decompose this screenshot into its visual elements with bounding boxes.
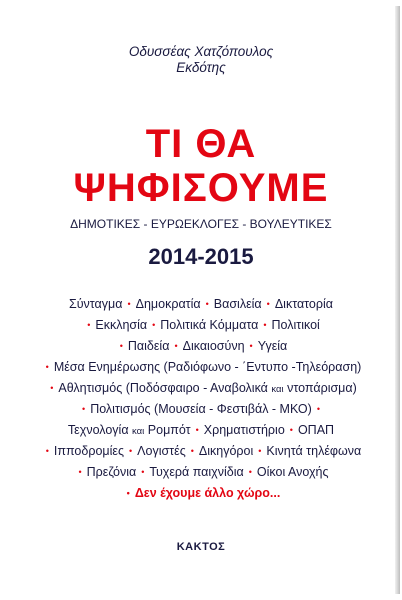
bullet-separator: •	[263, 320, 267, 330]
bullet-separator: •	[190, 446, 194, 456]
topic: Τυχερά παιχνίδια	[149, 465, 244, 479]
topic: Πολιτισμός (Μουσεία - Φεστιβάλ - ΜΚΟ)	[90, 402, 312, 416]
topic: Μέσα Ενημέρωσης (Ραδιόφωνο - ΄Εντυπο -Τηλεόραση)	[53, 360, 362, 374]
bullet-separator: •	[266, 299, 270, 309]
bullet-separator: •	[126, 488, 130, 498]
topic: Κινητά τηλέφωνα	[266, 444, 362, 458]
topic: Λογιστές	[137, 444, 186, 458]
topic-row	[0, 294, 402, 315]
topic: Δικηγόροι	[198, 444, 254, 458]
author-name: Οδυσσέας Χατζόπουλος	[128, 44, 274, 59]
bullet-separator: •	[258, 446, 262, 456]
topic: Αθλητισμός (Ποδόσφαιρο - Αναβολικά	[58, 381, 268, 395]
bullet-separator: •	[248, 467, 252, 477]
topics-list	[0, 294, 402, 504]
topic: Παιδεία	[127, 339, 170, 353]
bullet-separator: •	[174, 341, 178, 351]
topic: Δημοκρατία	[135, 297, 201, 311]
topic-connector: και	[132, 426, 145, 437]
title-line-2: ΨΗΦΙΣΟΥΜΕ	[73, 166, 329, 210]
topic-connector: και	[271, 384, 284, 395]
bullet-separator: •	[316, 404, 320, 414]
author-role: Εκδότης	[176, 60, 226, 75]
topic: Πρεζόνια	[86, 465, 137, 479]
bullet-separator: •	[141, 467, 145, 477]
publisher-name: ΚΑΚΤΟΣ	[176, 541, 226, 553]
topic: Δικαιοσύνη	[182, 339, 245, 353]
author-block	[0, 44, 402, 76]
topic: Ρομπότ	[147, 423, 191, 437]
years: 2014-2015	[148, 244, 254, 269]
topic: Βασιλεία	[213, 297, 262, 311]
topic: Πολιτικοί	[271, 318, 320, 332]
topic-closing-note: Δεν έχουμε άλλο χώρο...	[134, 486, 281, 500]
bullet-separator: •	[127, 299, 131, 309]
topic: Υγεία	[257, 339, 288, 353]
bullet-separator: •	[50, 383, 54, 393]
bullet-separator: •	[45, 362, 49, 372]
bullet-separator: •	[205, 299, 209, 309]
topic-row	[0, 420, 402, 441]
title-line-1: ΤΙ ΘΑ	[145, 122, 257, 166]
topic-row	[0, 441, 402, 462]
topic-row	[0, 315, 402, 336]
bullet-separator: •	[82, 404, 86, 414]
topic: Χρηματιστήριο	[203, 423, 285, 437]
topic: Εκκλησία	[95, 318, 148, 332]
topic-row	[0, 336, 402, 357]
topic: ΟΠΑΠ	[297, 423, 335, 437]
topic-row-final	[0, 483, 402, 504]
bullet-separator: •	[87, 320, 91, 330]
bullet-separator: •	[128, 446, 133, 456]
subtitle: ΔΗΜΟΤΙΚΕΣ - ΕΥΡΩΕΚΛΟΓΕΣ - ΒΟΥΛΕΥΤΙΚΕΣ	[70, 217, 332, 231]
bullet-separator: •	[119, 341, 123, 351]
topic: ντοπάρισμα)	[287, 381, 357, 395]
bullet-separator: •	[195, 425, 199, 435]
topic: Οίκοι Ανοχής	[256, 465, 329, 479]
topic-row	[0, 462, 402, 483]
bullet-separator: •	[152, 320, 156, 330]
bullet-separator: •	[249, 341, 253, 351]
topic: Σύνταγμα	[68, 297, 123, 311]
topic: Ιπποδρομίες	[53, 444, 124, 458]
topic: Δικτατορία	[274, 297, 334, 311]
bullet-separator: •	[78, 467, 82, 477]
topic-row	[0, 357, 402, 378]
topic: Πολιτικά Κόμματα	[160, 318, 259, 332]
bullet-separator: •	[45, 446, 49, 456]
bullet-separator: •	[289, 425, 293, 435]
topic-row	[0, 378, 402, 399]
topic-row	[0, 399, 402, 420]
topic: Τεχνολογία	[67, 423, 129, 437]
